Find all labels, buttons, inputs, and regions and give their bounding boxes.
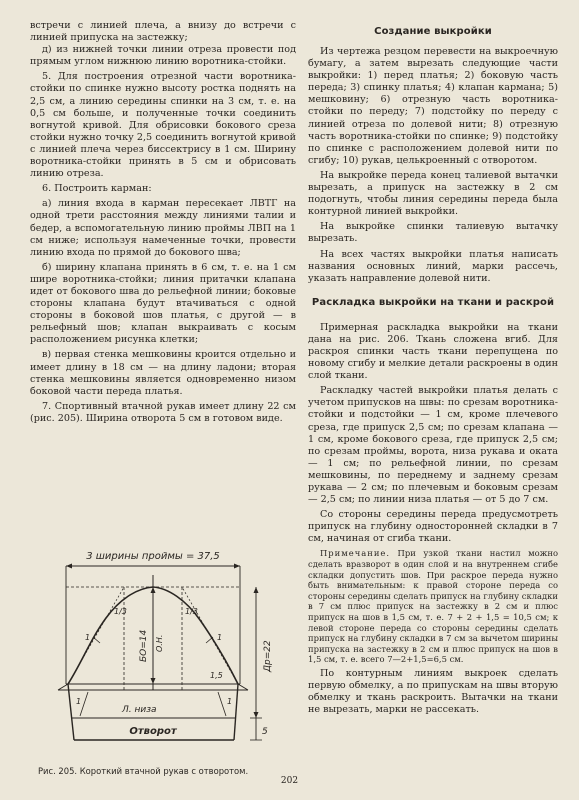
paragraph: в) первая стенка мешковины кроится отдельно и имеет длину в 18 см — на длину ладони; вторая стенка мешковины является одновременно низом боковой части переда платья. <box>30 349 296 397</box>
one-label: 1 <box>217 633 223 642</box>
page-number: 202 <box>280 776 299 786</box>
paragraph: Раскладку частей выкройки платья делать с учетом припусков на швы: по срезам воротника-стойки и подстойки — 1 см, кроме плечевого среза, где припуск 2,5 см; по срезам клапана — 1 см, кроме бокового среза, где припуск 2,5 см; по срезам проймы, ворота, низа рукава и оката — 1 см; по рельефной линии, по срезам мешковины, по переднему и заднему срезам рукава — 2 см; по плечевым и боковым срезам — 2,5 см; по линии низа платья — от 5 до 7 см. <box>308 385 558 506</box>
left-column <box>30 20 296 425</box>
note-paragraph <box>308 548 558 665</box>
one-label: 1 <box>227 697 233 706</box>
paragraph: встречи с линией плеча, а внизу до встречи с линией припуска на застежку; <box>30 20 296 44</box>
one-label: 1 <box>85 633 91 642</box>
section-heading: Раскладка выкройки на ткани и раскрой <box>311 296 555 308</box>
paragraph: 7. Спортивный втачной рукав имеет длину 22 см (рис. 205). Ширина отворота 5 см в готовом виде. <box>30 400 296 424</box>
paragraph: Со стороны середины переда предусмотреть припуск на глубину односторонней складки в 7 см, начиная от сгиба ткани. <box>308 509 558 545</box>
section-heading: Создание выкройки <box>374 26 492 37</box>
right-column <box>308 20 558 716</box>
paragraph: 5. Для построения отрезной части воротника-стойки по спинке нужно высоту ростка поднять на 2,5 см, а линию середины спинки на 3 см, т. е. на 0,5 см больше, и полученные точки соединить вогнутой кривой. Для обрисовки бокового среза стойки нужно точку 2,5 соединить вогнутой кривой с линией плеча через биссектрису в 1 см. Ширину воротника-стойки принять в 5 см и обрисовать линию отреза. <box>30 71 296 180</box>
dr-label: Др=22 <box>263 640 273 672</box>
sleeve-pattern-figure <box>30 544 296 766</box>
note-text: При узкой ткани настил можно сделать вразворот в один слой и на внутреннем сгибе складки допустить шов. При раскрое переда нужно быть внимательным: к правой стороне переда со стороны середины сделать припуск на глубину складки в 7 см плюс припуск на застежку в 2 см и плюс припуск на шов в 1,5 см, т. е. 7 + 2 + 1,5 = 10,5 см; к левой стороне переда со стороны середины сделать припуск на глубину складки в 7 см за вычетом ширины припуска на застежку в 2 см и плюс припуск на шов в 1,5 см, т. е. всего 7—2+1,5=6,5 см. <box>308 548 558 665</box>
paragraph: На выкройке переда конец талиевой вытачки вырезать, а припуск на застежку в 2 см подогнуть, чтобы линия середины переда была контурной линией выкройки. <box>308 169 558 218</box>
paragraph: б) ширину клапана принять в 6 см, т. е. на 1 см шире воротника-стойки; линия притачки клапана идет от бокового шва до рельефной линии; боковые стороны клапана будут втачиваться с одной стороны в боковой шов платья, с другой — в рельефный шов; клапан выкраивать с косым расположением рисунка клетки; <box>30 261 296 346</box>
sleeve-pattern-drawing <box>30 544 296 762</box>
top-dimension-label: 3 ширины проймы = 37,5 <box>86 551 220 562</box>
paragraph: а) линия входа в карман пересекает ЛВТГ на одной трети расстояния между линиями талии и бедер, а вспомогательную линию проймы ЛВП на 1 см ниже; используя намеченные точки, провести линию входа по прямой до бокового шва; <box>30 198 296 258</box>
note-label: Примечание. <box>320 548 391 559</box>
bo-label: БО=14 <box>139 629 149 662</box>
paragraph: 6. Построить карман: <box>42 183 152 195</box>
paragraph: д) из нижней точки линии отреза провести под прямым углом нижнюю линию воротника-стойки. <box>30 44 296 68</box>
cuff-width-label: 5 <box>262 727 268 737</box>
third-left-label: 1/3 <box>114 607 127 616</box>
figure-caption: Рис. 205. Короткий втачной рукав с отворотом. <box>38 766 249 776</box>
third-right-label: 1/3 <box>185 607 198 616</box>
one-label: 1 <box>76 697 82 706</box>
on-label: О.Н. <box>155 634 164 652</box>
paragraph: По контурным линиям выкроек сделать первую обмелку, а по припускам на швы вторую обмелку и ткань раскроить. Вытачки на ткани не вырезать, марки не рассекать. <box>308 668 558 716</box>
paragraph: Примерная раскладка выкройки на ткани дана на рис. 206. Ткань сложена вгиб. Для раскроя спинки часть ткани перепущена по новому сгибу и мелкие детали раскроены в один слой ткани. <box>308 321 558 382</box>
paragraph: На всех частях выкройки платья написать названия основных линий, марки рассечь, указать направление долевой нити. <box>308 248 558 284</box>
paragraph: На выкройке спинки талиевую вытачку вырезать. <box>308 221 558 245</box>
one-five-label: 1,5 <box>210 671 223 680</box>
hem-line-label: Л. низа <box>122 705 157 715</box>
paragraph: Из чертежа резцом перевести на выкроечную бумагу, а затем вырезать следующие части выкройки: 1) перед платья; 2) боковую часть переда; 3) спинку платья; 4) клапан кармана; 5) мешковину; 6) отрезную часть воротника-стойки по переду; 7) подстойку по переду с линией отреза по долевой нити; 8) отрезную часть воротника-стойки по спинке; 9) подстойку по спинке с расположением долевой нити по сгибу; 10) рукав, целькроенный с отворотом. <box>308 46 558 166</box>
cuff-label: Отворот <box>129 726 177 737</box>
